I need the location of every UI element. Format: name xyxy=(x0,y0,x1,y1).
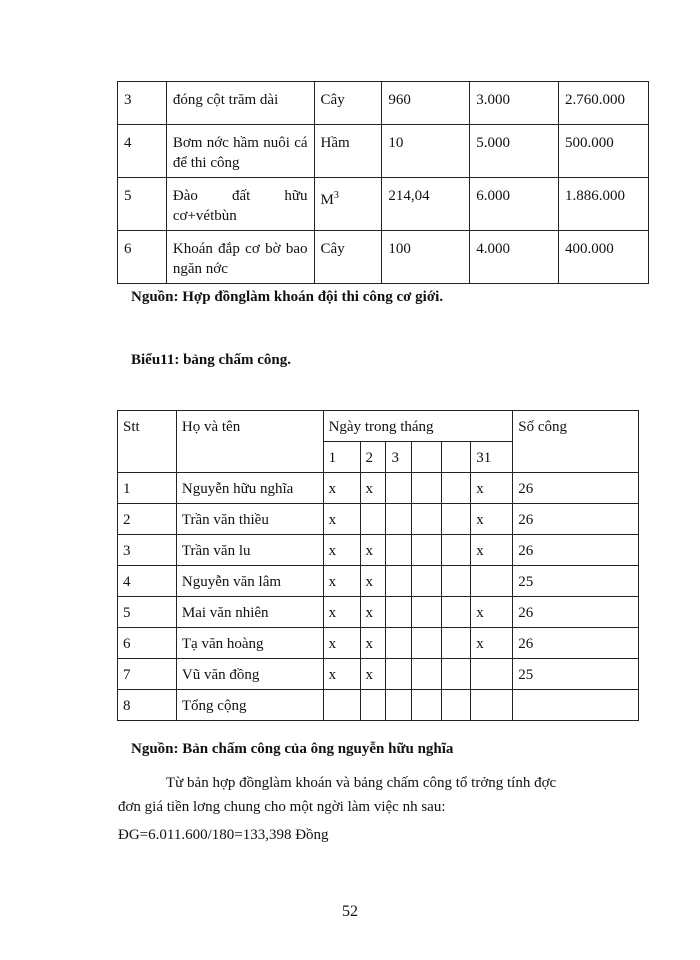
day31-cell: x xyxy=(471,597,513,628)
name-cell: Vũ văn đồng xyxy=(176,659,323,690)
table-row xyxy=(118,690,639,721)
day-cell: 3 xyxy=(386,442,412,473)
day-cell xyxy=(442,597,471,628)
day31-cell: x xyxy=(471,504,513,535)
day31-cell xyxy=(471,659,513,690)
unit-text: M xyxy=(320,192,334,208)
stt-cell: 6 xyxy=(118,628,177,659)
price-cell: 5.000 xyxy=(470,125,559,178)
day2-cell xyxy=(360,690,386,721)
day1-cell: x xyxy=(323,504,360,535)
stt-cell: 5 xyxy=(118,178,167,231)
stt-cell: 3 xyxy=(118,535,177,566)
day2-cell xyxy=(360,504,386,535)
day-cell xyxy=(412,535,442,566)
day31-cell xyxy=(471,690,513,721)
paragraph-line-1: Từ bản hợp đồnglàm khoán và bảng chấm công tổ trởng tính đợc xyxy=(166,775,557,791)
stt-cell: 5 xyxy=(118,597,177,628)
formula: ĐG=6.011.600/180=133,398 Đồng xyxy=(118,827,329,843)
total-cell: 26 xyxy=(513,473,639,504)
day2-cell: x xyxy=(360,535,386,566)
unit-cell: Cây xyxy=(314,231,382,284)
day-cell xyxy=(386,566,412,597)
unit-cell: Cây xyxy=(314,82,382,125)
day-cell xyxy=(412,442,442,473)
name-header: Họ và tên xyxy=(176,411,323,473)
unit-cell: Hầm xyxy=(314,125,382,178)
day-cell xyxy=(386,473,412,504)
total-cell: 25 xyxy=(513,659,639,690)
day-cell xyxy=(412,690,442,721)
stt-cell: 7 xyxy=(118,659,177,690)
total-cell: 500.000 xyxy=(559,125,649,178)
attendance-table xyxy=(117,410,639,721)
table-row xyxy=(118,504,639,535)
total-cell: 400.000 xyxy=(559,231,649,284)
stt-cell: 3 xyxy=(118,82,167,125)
unit-cell xyxy=(314,178,382,231)
stt-cell: 2 xyxy=(118,504,177,535)
stt-cell: 6 xyxy=(118,231,167,284)
day2-cell: x xyxy=(360,659,386,690)
stt-cell: 8 xyxy=(118,690,177,721)
day-cell: 2 xyxy=(360,442,386,473)
day-cell xyxy=(386,504,412,535)
day-cell xyxy=(442,535,471,566)
desc-cell: Bơm nớc hầm nuôi cá để thi công xyxy=(166,125,314,178)
day31-cell: x xyxy=(471,535,513,566)
name-cell: Mai văn nhiên xyxy=(176,597,323,628)
day-cell xyxy=(386,659,412,690)
table-row xyxy=(118,231,649,284)
table-row xyxy=(118,659,639,690)
total-cell: 26 xyxy=(513,597,639,628)
stt-header: Stt xyxy=(118,411,177,473)
qty-cell: 214,04 xyxy=(382,178,470,231)
table-row xyxy=(118,597,639,628)
day-cell xyxy=(386,690,412,721)
day-cell: 31 xyxy=(471,442,513,473)
day-cell xyxy=(412,659,442,690)
day-cell xyxy=(386,597,412,628)
total-cell: 2.760.000 xyxy=(559,82,649,125)
total-cell xyxy=(513,690,639,721)
day1-cell: x xyxy=(323,473,360,504)
day-cell xyxy=(442,628,471,659)
name-cell: Tạ văn hoàng xyxy=(176,628,323,659)
qty-cell: 100 xyxy=(382,231,470,284)
day-cell: 1 xyxy=(323,442,360,473)
total-cell: 26 xyxy=(513,628,639,659)
day-cell xyxy=(412,566,442,597)
day-cell xyxy=(442,504,471,535)
price-cell: 6.000 xyxy=(470,178,559,231)
name-cell: Nguyễn hữu nghĩa xyxy=(176,473,323,504)
total-header: Số công xyxy=(513,411,639,473)
day2-cell: x xyxy=(360,473,386,504)
source-note-2: Nguồn: Bản chấm công của ông nguyễn hữu nghĩa xyxy=(131,741,454,757)
table-row xyxy=(118,82,649,125)
day1-cell: x xyxy=(323,535,360,566)
day-cell xyxy=(442,659,471,690)
unit-superscript: 3 xyxy=(333,190,339,201)
day-cell xyxy=(412,628,442,659)
desc-cell: Khoán đắp cơ bờ bao ngăn nớc xyxy=(166,231,314,284)
day-cell xyxy=(412,504,442,535)
days-header: Ngày trong tháng xyxy=(323,411,513,442)
section-heading: Biểu11: bảng chấm công. xyxy=(131,352,292,368)
day31-cell: x xyxy=(471,473,513,504)
day1-cell: x xyxy=(323,659,360,690)
day-cell xyxy=(442,690,471,721)
source-note-1: Nguồn: Hợp đồnglàm khoán đội thi công cơ giới. xyxy=(131,289,444,305)
day2-cell: x xyxy=(360,628,386,659)
header-row xyxy=(118,411,639,442)
paragraph-line-2: đơn giá tiền lơng chung cho một ngời làm việc nh sau: xyxy=(118,799,446,815)
name-cell: Tổng cộng xyxy=(176,690,323,721)
desc-cell: đóng cột trăm dài xyxy=(166,82,314,125)
table-row xyxy=(118,473,639,504)
day-cell xyxy=(442,473,471,504)
day31-cell: x xyxy=(471,628,513,659)
total-cell: 26 xyxy=(513,535,639,566)
work-items-table xyxy=(117,81,649,284)
qty-cell: 10 xyxy=(382,125,470,178)
table-row xyxy=(118,535,639,566)
qty-cell: 960 xyxy=(382,82,470,125)
price-cell: 3.000 xyxy=(470,82,559,125)
page-number: 52 xyxy=(342,903,358,920)
desc-cell: Đào đất hữu cơ+vétbùn xyxy=(166,178,314,231)
day-cell xyxy=(386,535,412,566)
total-cell: 1.886.000 xyxy=(559,178,649,231)
day1-cell: x xyxy=(323,628,360,659)
total-cell: 26 xyxy=(513,504,639,535)
table-row xyxy=(118,628,639,659)
day-cell xyxy=(412,473,442,504)
table-row xyxy=(118,178,649,231)
day1-cell: x xyxy=(323,566,360,597)
table-row xyxy=(118,125,649,178)
total-cell: 25 xyxy=(513,566,639,597)
stt-cell: 1 xyxy=(118,473,177,504)
stt-cell: 4 xyxy=(118,566,177,597)
day31-cell xyxy=(471,566,513,597)
stt-cell: 4 xyxy=(118,125,167,178)
name-cell: Trần văn thiều xyxy=(176,504,323,535)
day2-cell: x xyxy=(360,566,386,597)
day1-cell xyxy=(323,690,360,721)
day-cell xyxy=(442,566,471,597)
table-row xyxy=(118,566,639,597)
price-cell: 4.000 xyxy=(470,231,559,284)
day-cell xyxy=(386,628,412,659)
day2-cell: x xyxy=(360,597,386,628)
day-cell xyxy=(412,597,442,628)
name-cell: Trần văn lu xyxy=(176,535,323,566)
name-cell: Nguyễn văn lâm xyxy=(176,566,323,597)
day1-cell: x xyxy=(323,597,360,628)
day-cell xyxy=(442,442,471,473)
